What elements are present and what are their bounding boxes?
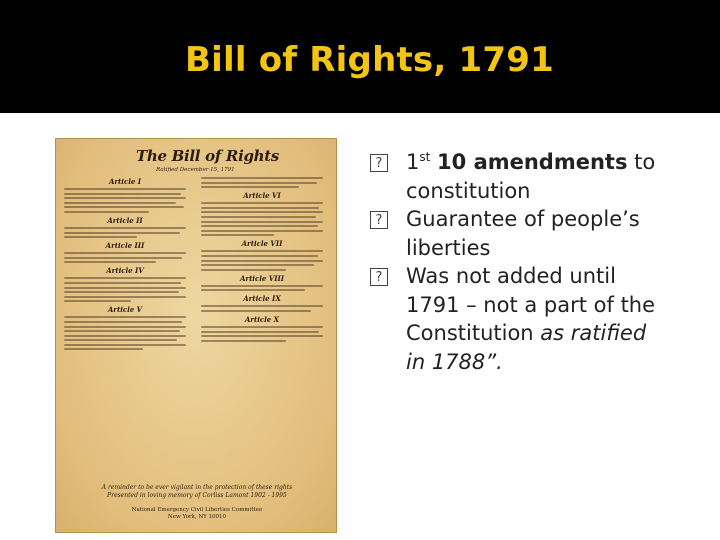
article-text xyxy=(201,326,323,342)
article-block xyxy=(201,239,323,270)
article-text xyxy=(201,250,323,270)
article-block xyxy=(64,305,186,350)
bullet-placeholder-icon xyxy=(370,211,388,229)
document-dedication xyxy=(76,484,318,500)
article-title: Article V xyxy=(107,305,143,315)
dedication-line: Presented in loving memory of Corliss Lamont 1902 - 1995 xyxy=(107,492,287,499)
article-title: Article X xyxy=(244,314,280,324)
bullet-text: Was not added until 1791 – not a part of the Constitution as ratified in 1788”. xyxy=(406,264,656,374)
article-block xyxy=(64,241,186,263)
bullet-item xyxy=(370,148,690,205)
title-bar xyxy=(0,0,720,113)
bullet-text: 1st 10 amendments to constitution xyxy=(406,150,656,203)
bullet-text: Guarantee of people’s liberties xyxy=(406,207,640,260)
article-title: Article VI xyxy=(243,191,281,201)
article-block xyxy=(201,177,323,188)
article-text xyxy=(64,316,186,350)
article-text xyxy=(201,177,323,188)
bullet-placeholder-icon xyxy=(370,154,388,172)
article-title: Article IX xyxy=(243,294,281,304)
bullet-placeholder-icon xyxy=(370,268,388,286)
article-block xyxy=(64,216,186,238)
bullet-list xyxy=(370,148,690,376)
article-title: Article IV xyxy=(106,266,144,276)
publisher-name: National Emergency Civil Liberties Committee xyxy=(131,507,263,513)
article-text xyxy=(201,305,323,312)
bullet-item xyxy=(370,205,690,262)
document-left-column xyxy=(64,177,186,353)
article-block xyxy=(64,177,186,213)
article-block xyxy=(201,315,323,342)
bill-of-rights-document-image xyxy=(55,138,337,533)
article-title: Article III xyxy=(105,241,145,251)
article-title: Article I xyxy=(108,177,142,186)
document-right-column xyxy=(201,177,323,345)
article-text xyxy=(64,277,186,302)
document-heading: The Bill of Rights xyxy=(136,147,280,165)
document-subheading: Ratified December 15, 1791 xyxy=(156,167,235,173)
publisher-city: New York, NY 10010 xyxy=(167,514,227,520)
article-block xyxy=(201,294,323,312)
article-text xyxy=(64,227,186,238)
article-title: Article VII xyxy=(241,239,283,249)
article-text xyxy=(64,188,186,213)
bullet-item xyxy=(370,262,690,376)
article-block xyxy=(201,274,323,292)
article-text xyxy=(201,202,323,236)
article-block xyxy=(64,266,186,302)
document-publisher xyxy=(96,507,298,521)
article-title: Article VIII xyxy=(239,273,285,283)
article-title: Article II xyxy=(107,215,143,225)
dedication-line: A reminder to be ever vigilant in the protection of these rights xyxy=(101,484,293,491)
article-block xyxy=(201,191,323,236)
article-text xyxy=(201,285,323,292)
article-text xyxy=(64,252,186,263)
slide-title: Bill of Rights, 1791 xyxy=(185,40,554,80)
